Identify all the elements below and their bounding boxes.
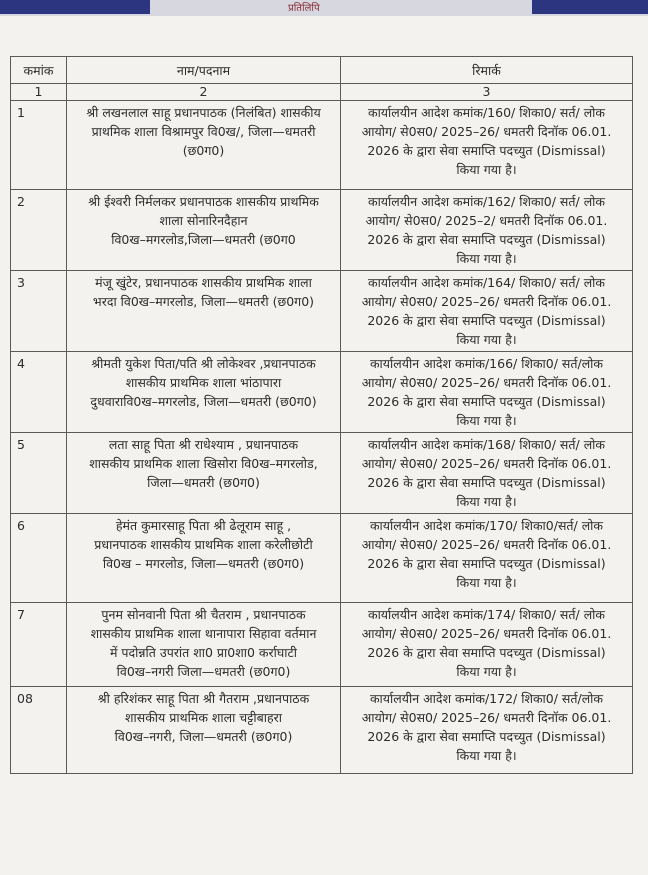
row-remark-text: कार्यालयीन आदेश कमांक/162/ शिका0/ सर्त/ लोक आयोग/ से0स0/ 2025–2/ धमतरी दिनॉक 06.01. 2026 के द्वारा सेवा समाप्ति पदच्युत (Dismissal) किया गया है। xyxy=(365,194,608,266)
row-serial: 3 xyxy=(11,271,67,352)
row-remark-text: कार्यालयीन आदेश कमांक/164/ शिका0/ सर्त/ लोक आयोग/ से0स0/ 2025–26/ धमतरी दिनॉक 06.01. 2026 के द्वारा सेवा समाप्ति पदच्युत (Dismissal) किया गया है। xyxy=(361,275,612,347)
row-name-text: श्री ईश्वरी निर्मलकर प्रधानपाठक शासकीय प्राथमिक शाला सोनारिनदैहान वि0ख–मगरलोड,जिला—धमतरी (छ0ग0 xyxy=(88,194,319,247)
table-row xyxy=(11,687,633,774)
row-serial: 7 xyxy=(11,603,67,687)
header-remark: रिमार्क xyxy=(341,57,633,84)
table-header-row xyxy=(11,57,633,84)
row-serial: 5 xyxy=(11,433,67,514)
row-remark xyxy=(341,352,633,433)
row-remark xyxy=(341,190,633,271)
table-row xyxy=(11,514,633,603)
row-remark xyxy=(341,271,633,352)
row-name xyxy=(67,352,341,433)
row-remark-text: कार्यालयीन आदेश कमांक/174/ शिका0/ सर्त/ लोक आयोग/ से0स0/ 2025–26/ धमतरी दिनॉक 06.01. 2026 के द्वारा सेवा समाप्ति पदच्युत (Dismissal) किया गया है। xyxy=(361,607,612,679)
row-name xyxy=(67,603,341,687)
dismissal-record-table xyxy=(10,56,633,774)
row-remark xyxy=(341,433,633,514)
row-name xyxy=(67,687,341,774)
row-serial: 2 xyxy=(11,190,67,271)
row-remark-text: कार्यालयीन आदेश कमांक/160/ शिका0/ सर्त/ लोक आयोग/ से0स0/ 2025–26/ धमतरी दिनॉक 06.01. 2026 के द्वारा सेवा समाप्ति पदच्युत (Dismissal) किया गया है। xyxy=(361,105,612,177)
table-row xyxy=(11,352,633,433)
row-remark-text: कार्यालयीन आदेश कमांक/170/ शिका0/सर्त/ लोक आयोग/ से0स0/ 2025–26/ धमतरी दिनॉक 06.01. 2026 के द्वारा सेवा समाप्ति पदच्युत (Dismissal) किया गया है। xyxy=(361,518,612,590)
column-number: 3 xyxy=(341,84,633,101)
row-name-text: श्री लखनलाल साहू प्रधानपाठक (निलंबित) शासकीय प्राथमिक शाला विश्रामपुर वि0ख/, जिला—धमतरी (छ0ग0) xyxy=(86,105,321,158)
row-name xyxy=(67,514,341,603)
row-serial: 08 xyxy=(11,687,67,774)
row-name-text: हेमंत कुमारसाहू पिता श्री ढेलूराम साहू , प्रधानपाठक शासकीय प्राथमिक शाला करेलीछोटी वि0ख – मगरलोड, जिला—धमतरी (छ0ग0) xyxy=(94,518,313,571)
column-number: 2 xyxy=(67,84,341,101)
row-remark-text: कार्यालयीन आदेश कमांक/166/ शिका0/ सर्त/लोक आयोग/ से0स0/ 2025–26/ धमतरी दिनॉक 06.01. 2026 के द्वारा सेवा समाप्ति पदच्युत (Dismissal) किया गया है। xyxy=(361,356,612,428)
table-row xyxy=(11,603,633,687)
row-name-text: पुनम सोनवानी पिता श्री चैतराम , प्रधानपाठक शासकीय प्राथमिक शाला थानापारा सिहावा वर्तमान में पदोन्नति उपरांत शा0 प्रा0शा0 कर्राघाटी वि0ख–नगरी जिला—धमतरी (छ0ग0) xyxy=(90,607,317,679)
row-name-text: मंजू खुंटेर, प्रधानपाठक शासकीय प्राथमिक शाला भरदा वि0ख–मगरलोड, जिला—धमतरी (छ0ग0) xyxy=(92,275,315,309)
row-remark xyxy=(341,101,633,190)
header-serial: कमांक xyxy=(11,57,67,84)
row-serial: 4 xyxy=(11,352,67,433)
header-name: नाम/पदनाम xyxy=(67,57,341,84)
top-strip-block-left xyxy=(0,0,150,14)
column-number: 1 xyxy=(11,84,67,101)
row-remark xyxy=(341,603,633,687)
column-number-row xyxy=(11,84,633,101)
table-row xyxy=(11,433,633,514)
row-name-text: श्री हरिशंकर साहू पिता श्री गैतराम ,प्रधानपाठक शासकीय प्राथमिक शाला चट्टीबाहरा वि0ख–नगरी, जिला—धमतरी (छ0ग0) xyxy=(97,691,310,744)
row-serial: 1 xyxy=(11,101,67,190)
top-strip-block-right xyxy=(532,0,648,14)
top-stamp-text: प्रतिलिपि xyxy=(288,3,320,14)
table-row xyxy=(11,271,633,352)
row-name xyxy=(67,101,341,190)
row-remark xyxy=(341,687,633,774)
row-name-text: श्रीमती युकेश पिता/पति श्री लोकेश्वर ,प्रधानपाठक शासकीय प्राथमिक शाला भांठापारा दुधवारावि0ख–मगरलोड, जिला—धमतरी (छ0ग0) xyxy=(90,356,317,409)
row-name xyxy=(67,271,341,352)
table-row xyxy=(11,101,633,190)
row-remark-text: कार्यालयीन आदेश कमांक/168/ शिका0/ सर्त/ लोक आयोग/ से0स0/ 2025–26/ धमतरी दिनॉक 06.01. 2026 के द्वारा सेवा समाप्ति पदच्युत (Dismissal) किया गया है। xyxy=(361,437,612,509)
row-name-text: लता साहू पिता श्री राधेश्याम , प्रधानपाठक शासकीय प्राथमिक शाला खिसोरा वि0ख–मगरलोड, जिला—धमतरी (छ0ग0) xyxy=(89,437,318,490)
row-name xyxy=(67,190,341,271)
table-row xyxy=(11,190,633,271)
row-name xyxy=(67,433,341,514)
row-serial: 6 xyxy=(11,514,67,603)
row-remark-text: कार्यालयीन आदेश कमांक/172/ शिका0/ सर्त/लोक आयोग/ से0स0/ 2025–26/ धमतरी दिनॉक 06.01. 2026 के द्वारा सेवा समाप्ति पदच्युत (Dismissal) किया गया है। xyxy=(361,691,612,763)
row-remark xyxy=(341,514,633,603)
